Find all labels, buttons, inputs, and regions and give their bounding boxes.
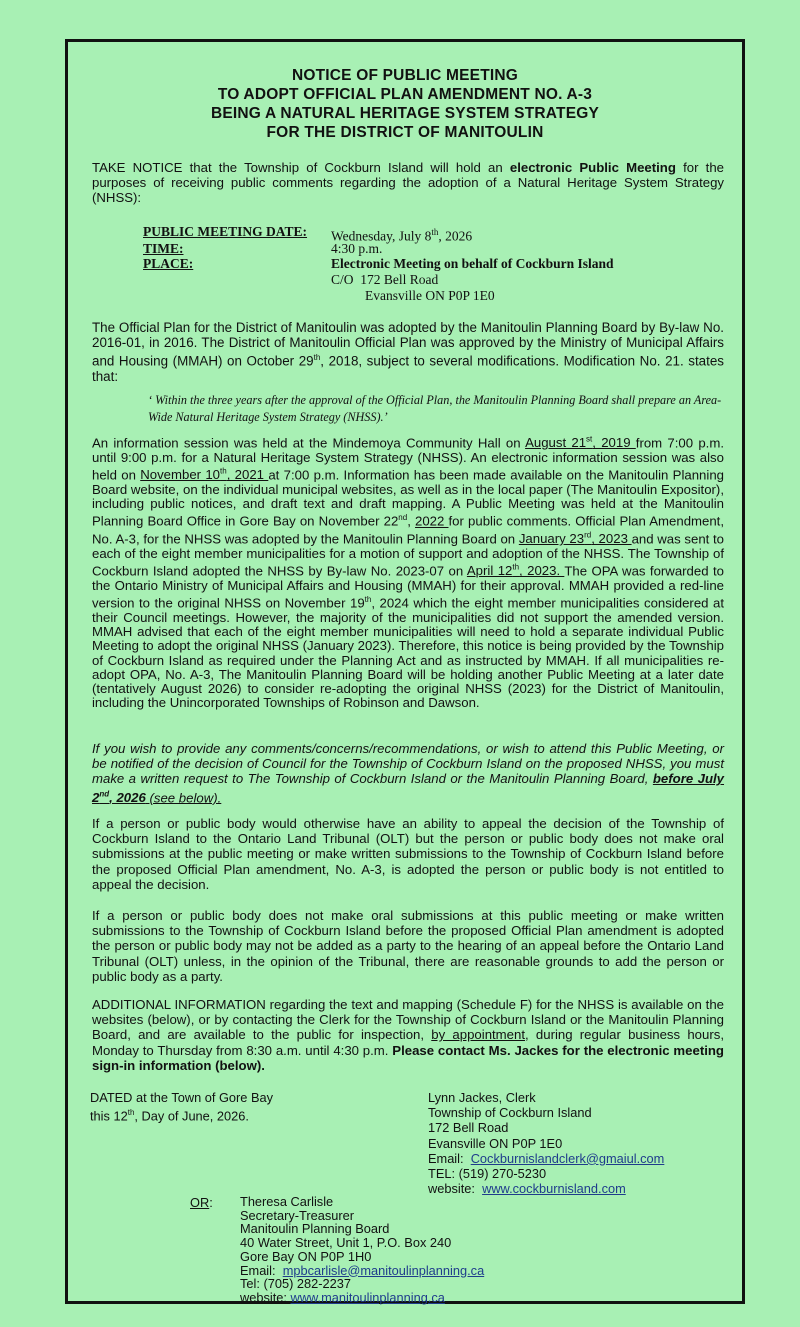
meeting-address-1: C/O 172 Bell Road	[331, 272, 439, 287]
clerk-name: Lynn Jackes, Clerk	[428, 1090, 536, 1105]
clerk-org: Township of Cockburn Island	[428, 1105, 592, 1121]
meeting-date-label: PUBLIC MEETING DATE:	[143, 224, 308, 239]
clerk-website-link[interactable]: www.cockburnisland.com	[482, 1181, 626, 1197]
alt-website-link[interactable]: www.manitoulinplanning.ca	[290, 1289, 445, 1305]
alt-title: Secretary-Treasurer	[240, 1207, 355, 1223]
modification-quote: ‘ Within the three years after the approval of the Official Plan, the Manitoulin Planning Board shall prepare an Area-Wide Natural Heritage System Strategy (NHSS).’	[148, 393, 722, 424]
intro-paragraph	[92, 160, 724, 206]
alt-address-2: Gore Bay ON P0P 1H0	[240, 1248, 372, 1264]
clerk-address-2: Evansville ON P0P 1E0	[428, 1135, 563, 1151]
title-line-2: TO ADOPT OFFICIAL PLAN AMENDMENT NO. A-3	[217, 86, 593, 103]
meeting-time-value: 4:30 p.m.	[331, 241, 383, 256]
meeting-date-value: Wednesday, July 8th, 2026	[331, 227, 473, 244]
meeting-time-label: TIME:	[143, 241, 184, 256]
appeal-paragraph: If a person or public body would otherwise have an ability to appeal the decision of the Township of Cockburn Island to the Ontario Land Tribunal (OLT) but the person or public body does not make oral submissions at the public meeting or make written submissions to the Township of Cockburn Island before the proposed Official Plan amendment, No. A-3, is adopted the person or public body is not entitled to appeal the decision.	[92, 816, 724, 892]
written-request-paragraph: If you wish to provide any comments/concerns/recommendations, or wish to attend this Public Meeting, or be notified of the decision of Council for the Township of Cockburn Island on the proposed NHSS, you must make a written request to The Township of Cockburn Island or the Manitoulin Planning Board, before July 2nd, 2026 (see below).	[92, 741, 725, 805]
meeting-place-value: Electronic Meeting on behalf of Cockburn Island	[331, 256, 614, 271]
title-line-3: BEING A NATURAL HERITAGE SYSTEM STRATEGY	[210, 105, 600, 122]
intro-bold: electronic Public Meeting	[509, 160, 676, 175]
alt-address-1: 40 Water Street, Unit 1, P.O. Box 240	[240, 1235, 452, 1251]
additional-info-paragraph: ADDITIONAL INFORMATION regarding the text and mapping (Schedule F) for the NHSS is available on the websites (below), or by contacting the Clerk for the Township of Cockburn Island or the Manitoulin Planning Board, and are available to the public for inspection, by appointment, during regular business hours, Monday to Thursday from 8:30 a.m. until 4:30 p.m. Please contact Ms. Jackes for the electronic meeting sign-in information (below).	[92, 997, 725, 1073]
notice-title	[65, 66, 745, 142]
clerk-address-1: 172 Bell Road	[428, 1120, 509, 1136]
history-paragraph: An information session was held at the Mindemoya Community Hall on August 21st, 2019 from 7:00 p.m. until 9:00 p.m. for a Natural Heritage System Strategy (NHSS). An electronic information session was also held on November 10th, 2021 at 7:00 p.m. Information has been made available on the Manitoulin Planning Board website, on the individual municipal websites, as well as in the local paper (The Manitoulin Expositor), including public notices, and draft text and draft mapping. A Public Meeting was held at the Manitoulin Planning Board Office in Gore Bay on November 22nd, 2022 for public comments. Official Plan Amendment, No. A-3, for the NHSS was adopted by the Manitoulin Planning Board on January 23rd, 2023 and was sent to each of the eight member municipalities for a motion of support and adoption of the NHSS. The Township of Cockburn Island adopted the NHSS by By-law No. 2023-07 on April 12th, 2023. The OPA was forwarded to the Ontario Ministry of Municipal Affairs and Housing (MMAH) for their approval. MMAH provided a red-line version to the original NHSS on November 19th, 2024 which the eight member municipalities considered at their Council meetings. However, the majority of the municipalities did not support the amended version. MMAH advised that each of the eight member municipalities will need to hold a separate individual Public Meeting to adopt the original NHSS (January 2023). Therefore, this notice is being provided by the Township of Cockburn Island as required under the Planning Act and as instructed by MMAH. If all municipalities re-adopt OPA, No. A-3, The Manitoulin Planning Board will be holding another Public Meeting at a later date (tentatively August 2026) to consider re-adopting the original NHSS (2023) for the District of Manitoulin, including the Unincorporated Townships of Robinson and Dawson.	[92, 435, 725, 711]
clerk-contact: Lynn Jackes, Clerk Township of Cockburn Island 172 Bell Road Evansville ON P0P 1E0 Email: Cockburnislandclerk@gmaiul.com TEL: (519) 270-5230 website: www.cockburnisland.com	[428, 1090, 665, 1197]
meeting-address-2: Evansville ON P0P 1E0	[365, 288, 495, 303]
dated-block: DATED at the Town of Gore Bay this 12th, Day of June, 2026.	[90, 1090, 274, 1124]
party-paragraph: If a person or public body does not make oral submissions at this public meeting or make written submissions to the Township of Cockburn Island before the proposed Official Plan amendment is adopted the person or public body may not be added as a party to the hearing of an appeal before the Ontario Land Tribunal (OLT) unless, in the opinion of the Tribunal, there are reasonable grounds to add the person or public body as a party.	[92, 908, 724, 984]
meeting-place-label: PLACE:	[143, 256, 194, 271]
clerk-email-link[interactable]: Cockburnislandclerk@gmaiul.com	[470, 1150, 665, 1166]
title-line-4: FOR THE DISTRICT OF MANITOULIN	[266, 124, 544, 141]
alt-org: Manitoulin Planning Board	[240, 1221, 390, 1237]
alt-name: Theresa Carlisle	[240, 1194, 334, 1209]
clerk-tel: TEL: (519) 270-5230	[428, 1166, 547, 1182]
intro-text-end: for the purposes of receiving public comments regarding the adoption of a Natural Heritage System Strategy (NHSS):	[92, 160, 724, 206]
or-label: OR:	[190, 1195, 213, 1210]
alt-email-link[interactable]: mpbcarlisle@manitoulinplanning.ca	[282, 1262, 485, 1278]
planning-board-contact: Theresa Carlisle Secretary-Treasurer Manitoulin Planning Board 40 Water Street, Unit 1, P.O. Box 240 Gore Bay ON P0P 1H0 Email: mpbcarlisle@manitoulinplanning.ca Tel: (705) 282-2237 website: www.manitoulinplanning.ca	[240, 1194, 485, 1305]
title-line-1: NOTICE OF PUBLIC MEETING	[291, 67, 519, 84]
intro-text: TAKE NOTICE that the Township of Cockburn Island will hold an	[92, 160, 510, 175]
official-plan-paragraph: The Official Plan for the District of Manitoulin was adopted by the Manitoulin Planning Board by By-law No. 2016-01, in 2016. The District of Manitoulin Official Plan was approved by the Ministry of Municipal Affairs and Housing (MMAH) on October 29th, 2018, subject to several modifications. Modification No. 21. states that:	[92, 320, 724, 385]
alt-tel: Tel: (705) 282-2237	[240, 1276, 351, 1292]
